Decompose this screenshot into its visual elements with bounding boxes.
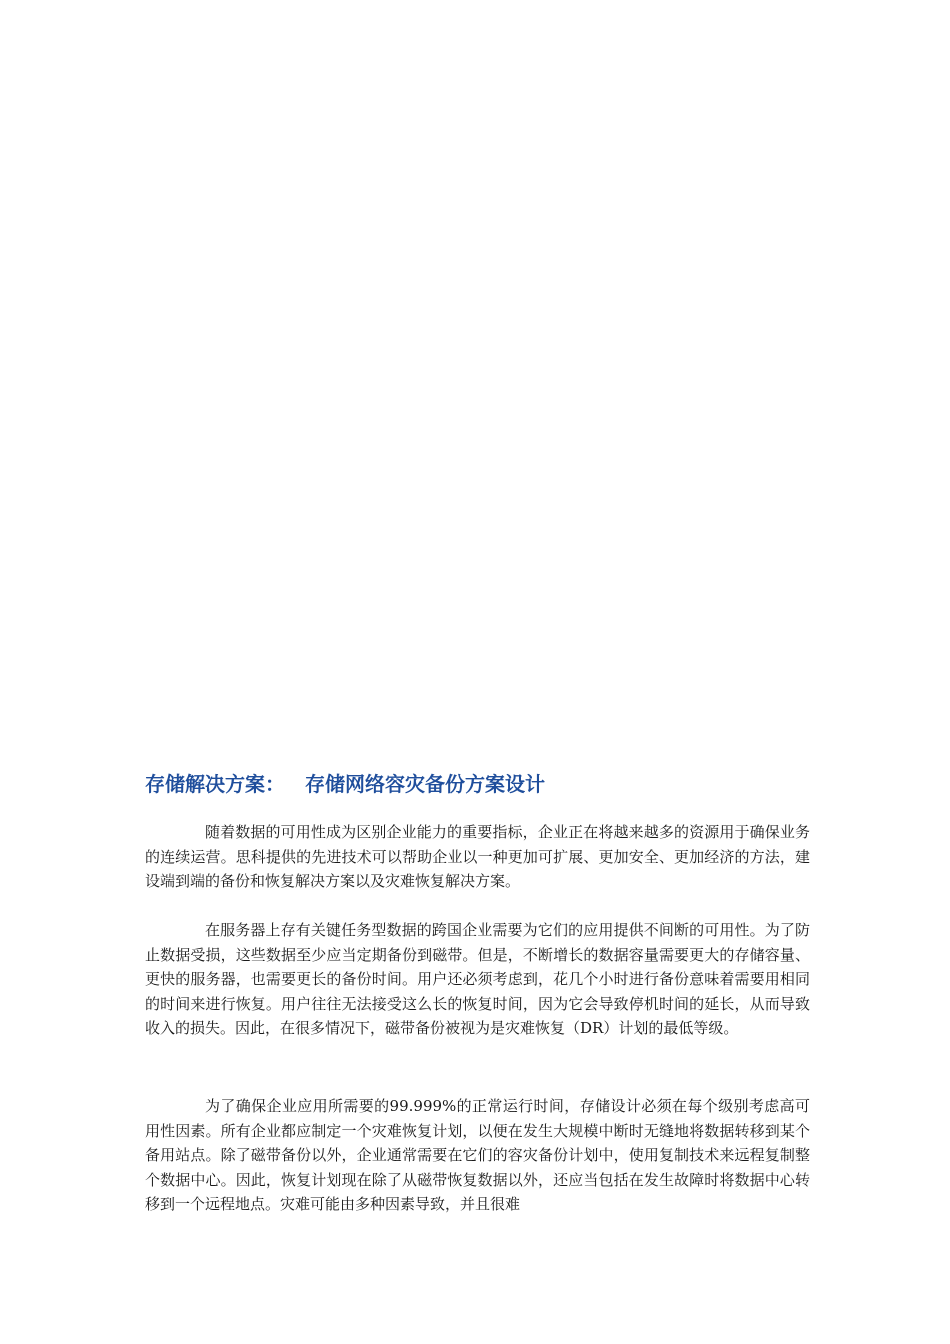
document-title (145, 770, 825, 798)
paragraph-1: 随着数据的可用性成为区别企业能力的重要指标，企业正在将越来越多的资源用于确保业务的连续运营。思科提供的先进技术可以帮助企业以一种更加可扩展、更加安全、更加经济的方法，建设端到端的备份和恢复解决方案以及灾难恢复解决方案。 (145, 823, 810, 890)
paragraph-3: 为了确保企业应用所需要的99.999%的正常运行时间，存储设计必须在每个级别考虑高可用性因素。所有企业都应制定一个灾难恢复计划，以便在发生大规模中断时无缝地将数据转移到某个备用站点。除了磁带备份以外，企业通常需要在它们的容灾备份计划中，使用复制技术来远程复制整个数据中心。因此，恢复计划现在除了从磁带恢复数据以外，还应当包括在发生故障时将数据中心转移到一个远程地点。灾难可能由多种因素导致，并且很难 (145, 1097, 810, 1213)
paragraph-2: 在服务器上存有关键任务型数据的跨国企业需要为它们的应用提供不间断的可用性。为了防止数据受损，这些数据至少应当定期备份到磁带。但是，不断增长的数据容量需要更大的存储容量、更快的服务器，也需要更长的备份时间。用户还必须考虑到，花几个小时进行备份意味着需要用相同的时间来进行恢复。用户往往无法接受这么长的恢复时间，因为它会导致停机时间的延长，从而导致收入的损失。因此，在很多情况下，磁带备份被视为是灾难恢复（DR）计划的最低等级。 (145, 921, 810, 1037)
title-main: 存储网络容灾备份方案设计 (305, 772, 545, 796)
title-prefix: 存储解决方案： (145, 772, 285, 796)
